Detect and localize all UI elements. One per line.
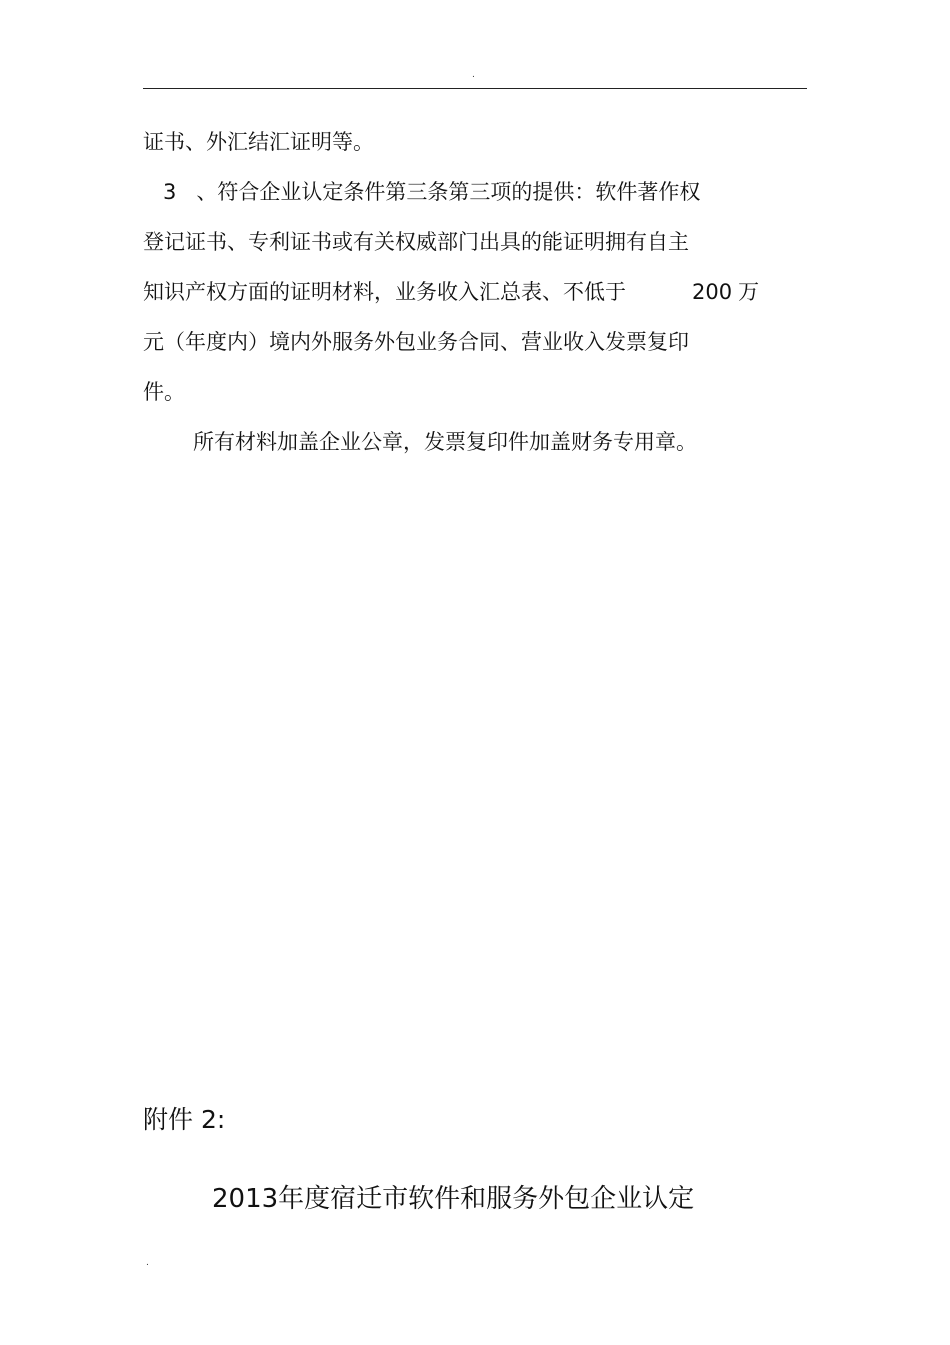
document-title: 2013年度宿迁市软件和服务外包企业认定 [212,1184,695,1214]
text-line-4-text: 知识产权方面的证明材料，业务收入汇总表、不低于 [143,280,626,304]
text-line-4 [143,277,759,307]
header-mark: . [472,70,475,80]
text-line-1: 证书、外汇结汇证明等。 [143,130,374,154]
text-line-3: 登记证书、专利证书或有关权威部门出具的能证明拥有自主 [143,230,689,254]
item-3-line [163,177,700,207]
item-3-text: 、符合企业认定条件第三条第三项的提供：软件著作权 [196,180,701,204]
item-number: 3 [163,180,177,204]
amount-unit: 万 [738,280,760,304]
text-line-7: 所有材料加盖企业公章，发票复印件加盖财务专用章。 [193,430,697,454]
text-line-6: 件。 [143,380,185,404]
header-rule [143,88,807,89]
footer-mark: . [146,1258,149,1268]
text-line-5: 元（年度内）境内外服务外包业务合同、营业收入发票复印 [143,330,689,354]
attachment-label: 附件 2: [143,1105,226,1134]
amount-value: 200 [692,280,733,304]
